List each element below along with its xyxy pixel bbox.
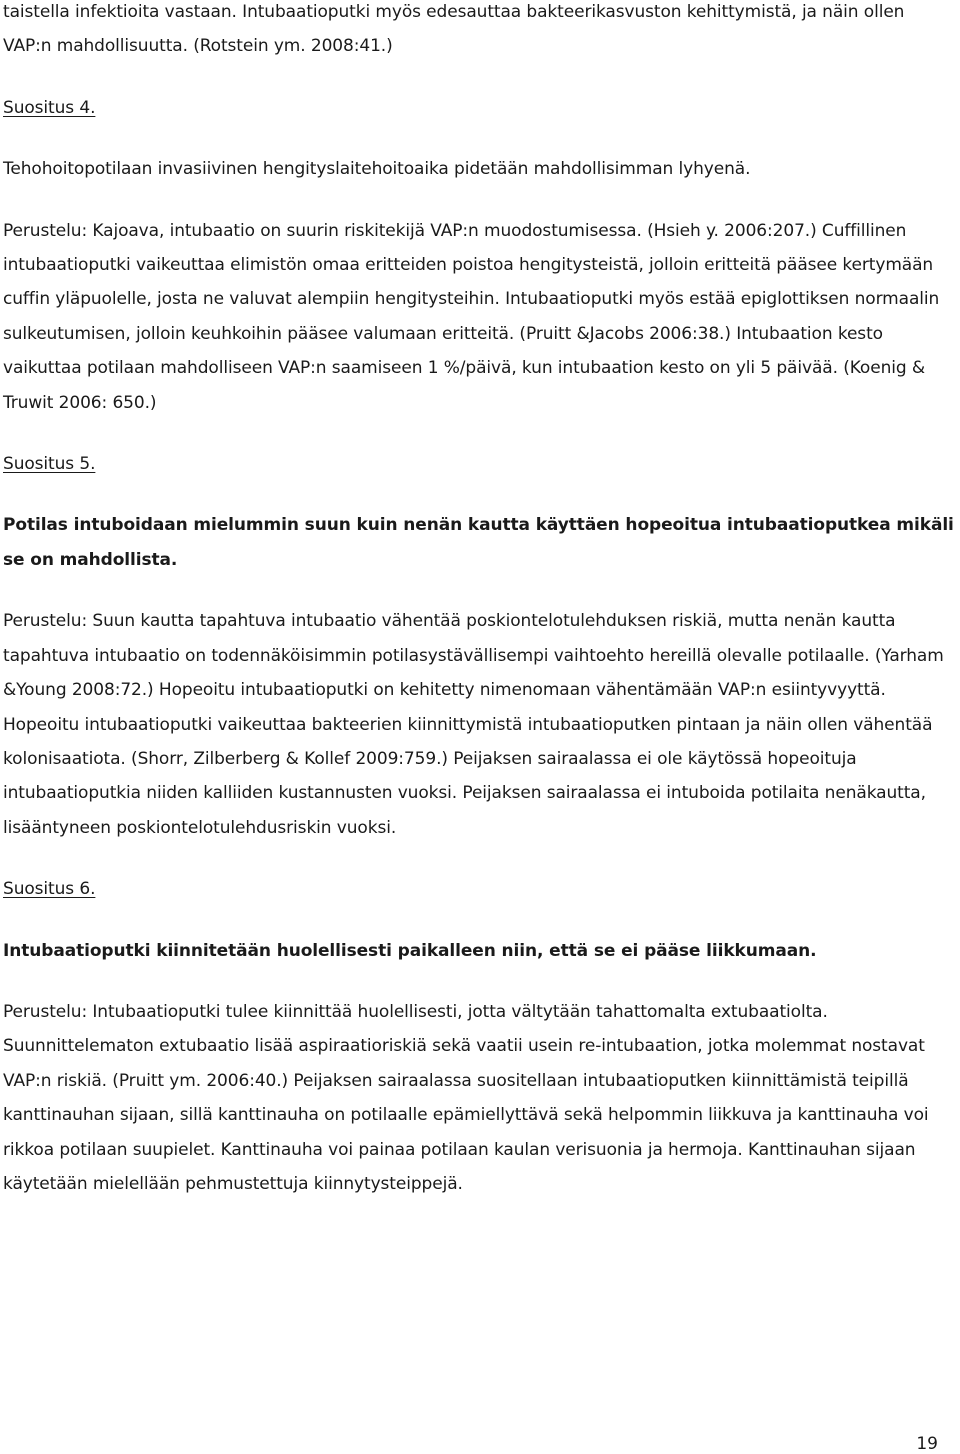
section-heading-6: Suositus 6. xyxy=(3,879,96,900)
rationale-5: Perustelu: Suun kautta tapahtuva intubaatio vähentää poskiontelotulehduksen riskiä, mutta nenän kautta tapahtuva intubaatio on todennäköisimmin potilasystävällisempi vaihtoehto hereillä olevalle potilaalle. (Yarham &Young 2008:72.) Hopeoitu intubaatioputki on kehitetty nimenomaan vähentämään VAP:n esiintyvyyttä. Hopeoitu intubaatioputki vaikeuttaa bakteerien kiinnittymistä intubaatioputken pintaan ja näin ollen vähentää kolonisaatiota. (Shorr, Zilberberg & Kollef 2009:759.) Peijaksen sairaalassa ei ole käytössä hopeoituja intubaatioputkia niiden kalliiden kustannusten vuoksi. Peijaksen sairaalassa ei intuboida potilaita nenäkautta, lisääntyneen poskiontelotulehdusriskin vuoksi. xyxy=(3,611,944,838)
intro-paragraph: taistella infektioita vastaan. Intubaatioputki myös edesauttaa bakteerikasvuston kehittymistä, ja näin ollen VAP:n mahdollisuutta. (Rotstein ym. 2008:41.) xyxy=(3,2,905,57)
recommendation-4: Tehohoitopotilaan invasiivinen hengityslaitehoitoaika pidetään mahdollisimman lyhyenä. xyxy=(3,159,751,180)
document-page xyxy=(3,0,955,1201)
section-heading-5: Suositus 5. xyxy=(3,454,96,475)
recommendation-5: Potilas intuboidaan mielummin suun kuin nenän kautta käyttäen hopeoitua intubaatioputkea mikäli se on mahdollista. xyxy=(3,515,954,570)
page-number: 19 xyxy=(916,1434,938,1454)
section-heading-4: Suositus 4. xyxy=(3,97,96,118)
recommendation-6: Intubaatioputki kiinnitetään huolellisesti paikalleen niin, että se ei pääse liikkumaan. xyxy=(3,940,817,961)
rationale-4: Perustelu: Kajoava, intubaatio on suurin riskitekijä VAP:n muodostumisessa. (Hsieh y. 2006:207.) Cuffillinen intubaatioputki vaikeuttaa elimistön omaa eritteiden poistoa hengitysteistä, jolloin eritteitä pääsee kertymään cuffin yläpuolelle, josta ne valuvat alempiin hengitysteihin. Intubaatioputki myös estää epiglottiksen normaalin sulkeutumisen, jolloin keuhkoihin pääsee valumaan eritteitä. (Pruitt &Jacobs 2006:38.) Intubaation kesto vaikuttaa potilaan mahdolliseen VAP:n saamiseen 1 %/päivä, kun intubaation kesto on yli 5 päivää. (Koenig & Truwit 2006: 650.) xyxy=(3,220,940,413)
rationale-6: Perustelu: Intubaatioputki tulee kiinnittää huolellisesti, jotta vältytään tahattomalta extubaatiolta. Suunnittelematon extubaatio lisää aspiraatioriskiä sekä vaatii usein re-intubaation, jotka molemmat nostavat VAP:n riskiä. (Pruitt ym. 2006:40.) Peijaksen sairaalassa suositellaan intubaatioputken kiinnittämistä teipillä kanttinauhan sijaan, sillä kanttinauha on potilaalle epämiellyttävä sekä helpommin liikkuva ja kanttinauha voi rikkoa potilaan suupielet. Kanttinauha voi painaa potilaan kaulan verisuonia ja hermoja. Kanttinauhan sijaan käytetään mielellään pehmustettuja kiinnytysteippejä. xyxy=(3,1001,929,1194)
